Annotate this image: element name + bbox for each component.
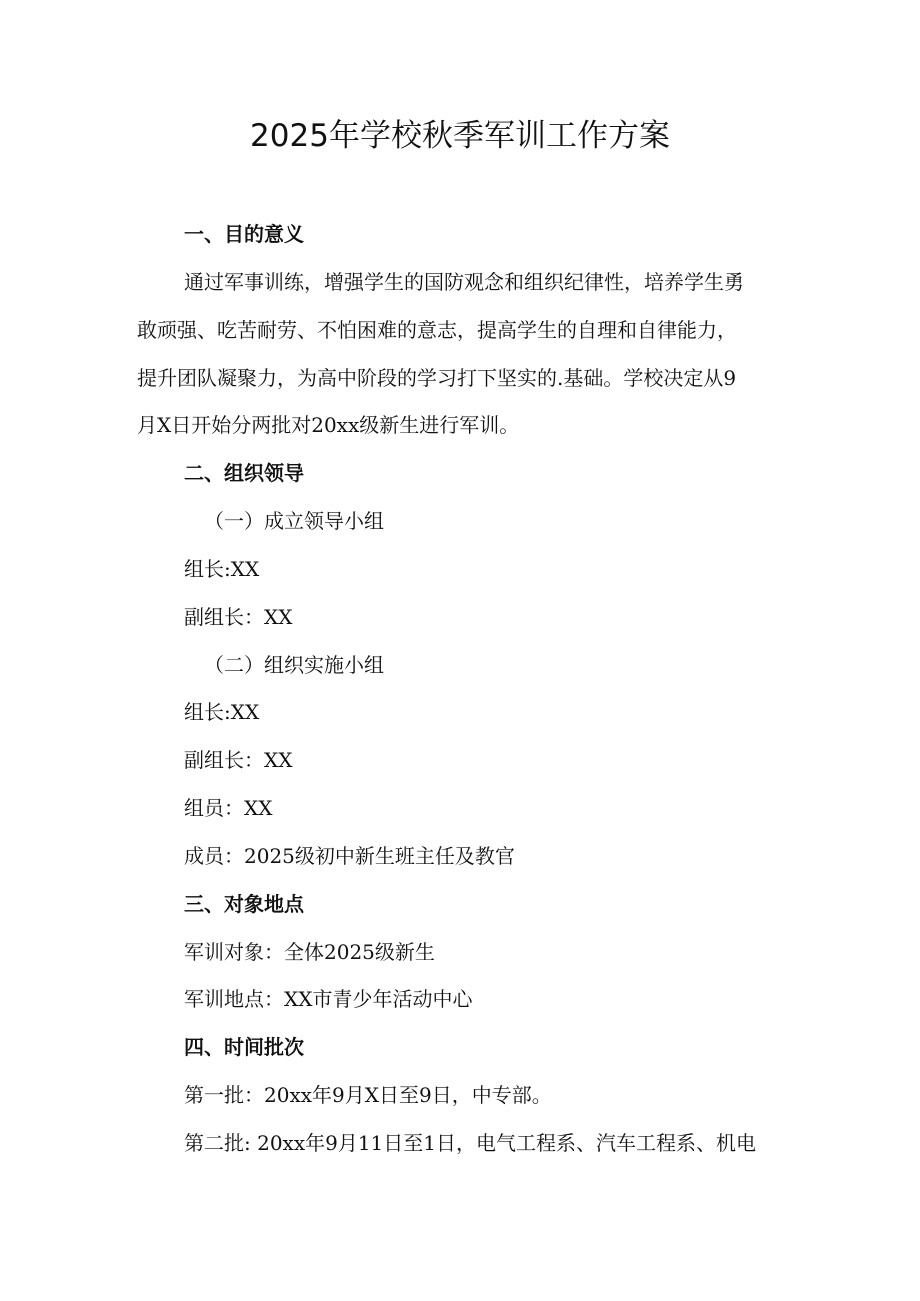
section2-sub2-heading: （二）组织实施小组	[204, 653, 384, 677]
section2-sub1-leader: 组长:XX	[184, 557, 260, 581]
section4-batch2: 第二批: 20xx年9月11日至1日，电气工程系、汽车工程系、机电	[184, 1131, 757, 1155]
section2-sub2-members: 成员：2025级初中新生班主任及教官	[184, 844, 515, 868]
section2-sub1-deputy: 副组长：XX	[184, 605, 293, 629]
section4-batch1: 第一批：20xx年9月X日至9日，中专部。	[184, 1083, 552, 1107]
section1-line-3: 提升团队凝聚力，为高中阶段的学习打下坚实的.基础。学校决定从9	[137, 366, 737, 390]
section2-sub2-deputy: 副组长：XX	[184, 748, 293, 772]
section1-line-2: 敢顽强、吃苦耐劳、不怕困难的意志，提高学生的自理和自律能力，	[137, 318, 737, 342]
section2-sub2-member: 组员：XX	[184, 796, 273, 820]
section3-target: 军训对象：全体2025级新生	[184, 940, 435, 964]
section3-heading: 三、对象地点	[184, 892, 304, 916]
section1-heading: 一、目的意义	[184, 222, 304, 246]
section2-sub2-leader: 组长:XX	[184, 700, 260, 724]
section2-sub1-heading: （一）成立领导小组	[204, 509, 384, 533]
section2-heading: 二、组织领导	[184, 461, 304, 485]
section1-line-4: 月X日开始分两批对20xx级新生进行军训。	[137, 413, 520, 437]
document-title: 2025年学校秋季军训工作方案	[250, 118, 670, 154]
section3-location: 军训地点：XX市青少年活动中心	[184, 987, 473, 1011]
section1-line-1: 通过军事训练，增强学生的国防观念和组织纪律性，培养学生勇	[184, 270, 744, 294]
section4-heading: 四、时间批次	[184, 1035, 304, 1059]
